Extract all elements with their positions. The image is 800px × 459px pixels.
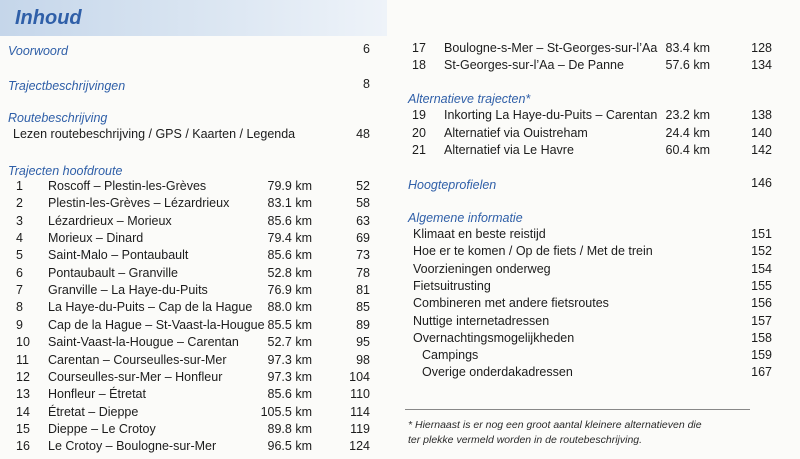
page-number: 85 — [356, 300, 370, 315]
page-number: 114 — [350, 404, 370, 419]
page-number: 155 — [751, 278, 772, 293]
page-number: 151 — [751, 227, 772, 241]
page-number: 146 — [751, 176, 772, 190]
route-number: 10 — [16, 335, 30, 350]
info-item[interactable]: Combineren met andere fietsroutes — [413, 296, 609, 311]
route-distance: 60.4 km — [665, 143, 710, 157]
route-distance: 85.5 km — [267, 317, 312, 332]
route-name[interactable]: Cap de la Hague – St-Vaast-la-Hougue — [48, 317, 265, 332]
route-number: 17 — [412, 41, 426, 55]
route-distance: 83.4 km — [665, 41, 710, 55]
route-distance: 88.0 km — [267, 300, 312, 315]
route-name[interactable]: Alternatief via Ouistreham — [444, 125, 588, 140]
route-number: 9 — [16, 317, 23, 332]
route-number: 1 — [16, 179, 23, 193]
page-number: 89 — [356, 317, 370, 332]
page-number: 6 — [363, 42, 370, 56]
route-number: 12 — [16, 369, 30, 384]
page-number: 152 — [751, 244, 772, 259]
toc-entry[interactable]: Lezen routebeschrijving / GPS / Kaarten / Legenda — [13, 127, 296, 141]
route-number: 11 — [16, 352, 29, 367]
toc-trajectbeschrijvingen[interactable]: Trajectbeschrijvingen — [8, 79, 126, 93]
toc-hoofdroute-heading: Trajecten hoofdroute — [8, 164, 123, 178]
route-distance: 85.6 km — [267, 387, 312, 402]
info-subitem[interactable]: Overige onderdakadressen — [422, 365, 573, 380]
page-number: 8 — [363, 77, 370, 91]
route-number: 7 — [16, 283, 23, 298]
page-number: 159 — [751, 348, 772, 363]
info-item[interactable]: Nuttige internetadressen — [413, 313, 550, 328]
route-name[interactable]: Le Crotoy – Boulogne-sur-Mer — [48, 439, 217, 454]
page-number: 142 — [751, 143, 772, 157]
toc-hoogteprofielen[interactable]: Hoogteprofielen — [408, 178, 497, 192]
route-number: 19 — [412, 108, 426, 122]
page-number: 138 — [751, 108, 772, 122]
route-name[interactable]: Plestin-les-Grèves – Lézardrieux — [48, 196, 230, 211]
route-distance: 85.6 km — [267, 248, 312, 263]
page-number: 154 — [751, 261, 772, 276]
page-number: 157 — [751, 313, 772, 328]
info-subitem[interactable]: Campings — [422, 348, 479, 363]
route-distance: 97.3 km — [267, 369, 312, 384]
route-distance: 83.1 km — [267, 196, 312, 211]
route-name[interactable]: Morieux – Dinard — [48, 231, 144, 246]
route-number: 20 — [412, 125, 426, 140]
page-number: 52 — [356, 179, 370, 193]
page-number: 69 — [356, 231, 370, 246]
page-number: 78 — [356, 265, 370, 280]
page-number: 158 — [751, 330, 772, 345]
route-distance: 52.8 km — [267, 265, 312, 280]
info-item[interactable]: Overnachtingsmogelijkheden — [413, 330, 575, 345]
route-name[interactable]: Boulogne-s-Mer – St-Georges-sur-l’Aa — [444, 41, 658, 55]
page-number: 58 — [356, 196, 370, 211]
route-distance: 24.4 km — [665, 125, 710, 140]
toc-voorwoord[interactable]: Voorwoord — [8, 44, 68, 58]
page-number: 156 — [751, 296, 772, 311]
route-number: 4 — [16, 231, 23, 246]
route-name[interactable]: Honfleur – Étretat — [48, 387, 146, 402]
page-number: 63 — [356, 213, 370, 228]
route-number: 15 — [16, 421, 30, 436]
footnote-divider — [405, 409, 750, 410]
route-number: 16 — [16, 439, 30, 454]
page-number: 95 — [356, 335, 370, 350]
route-number: 3 — [16, 213, 23, 228]
page-number: 110 — [350, 387, 370, 402]
route-name[interactable]: Pontaubault – Granville — [48, 265, 178, 280]
page-number: 73 — [356, 248, 370, 263]
page-number: 134 — [751, 58, 772, 72]
route-number: 18 — [412, 58, 426, 72]
info-item[interactable]: Hoe er te komen / Op de fiets / Met de trein — [413, 244, 653, 259]
route-distance: 57.6 km — [665, 58, 710, 72]
route-number: 5 — [16, 248, 23, 263]
route-name[interactable]: Lézardrieux – Morieux — [48, 213, 172, 228]
route-number: 13 — [16, 387, 30, 402]
route-distance: 79.9 km — [267, 179, 312, 193]
page-number: 48 — [356, 127, 370, 141]
route-name[interactable]: Saint-Malo – Pontaubault — [48, 248, 189, 263]
page-number: 98 — [356, 352, 370, 367]
route-distance: 96.5 km — [267, 439, 312, 454]
route-distance: 85.6 km — [267, 213, 312, 228]
route-distance: 76.9 km — [267, 283, 312, 298]
route-name[interactable]: Saint-Vaast-la-Hougue – Carentan — [48, 335, 239, 350]
page-number: 124 — [349, 439, 370, 454]
route-name[interactable]: St-Georges-sur-l’Aa – De Panne — [444, 58, 624, 72]
route-distance: 97.3 km — [267, 352, 312, 367]
info-item[interactable]: Fietsuitrusting — [413, 278, 491, 293]
footnote-line-1: * Hiernaast is er nog een groot aantal kleinere alternatieven die — [408, 419, 702, 431]
page-number: 81 — [356, 283, 370, 298]
route-distance: 105.5 km — [260, 404, 312, 419]
page-number: 128 — [751, 41, 772, 55]
route-name[interactable]: Inkorting La Haye-du-Puits – Carentan — [444, 108, 658, 122]
toc-alt-heading: Alternatieve trajecten* — [408, 92, 531, 106]
page-number: 167 — [751, 365, 772, 380]
route-distance: 79.4 km — [267, 231, 312, 246]
route-name[interactable]: Carentan – Courseulles-sur-Mer — [48, 352, 227, 367]
toc-routebeschrijving[interactable]: Routebeschrijving — [8, 111, 108, 125]
route-number: 8 — [16, 300, 23, 315]
route-name[interactable]: Étretat – Dieppe — [48, 404, 139, 419]
route-name[interactable]: Roscoff – Plestin-les-Grèves — [48, 179, 207, 193]
page-number: 119 — [350, 421, 370, 436]
route-name[interactable]: Courseulles-sur-Mer – Honfleur — [48, 369, 223, 384]
route-number: 2 — [16, 196, 23, 211]
page-title: Inhoud — [15, 7, 82, 29]
route-name[interactable]: La Haye-du-Puits – Cap de la Hague — [48, 300, 253, 315]
route-distance: 23.2 km — [665, 108, 710, 122]
info-item[interactable]: Klimaat en beste reistijd — [413, 227, 546, 241]
route-distance: 89.8 km — [267, 421, 312, 436]
route-number: 6 — [16, 265, 23, 280]
info-item[interactable]: Voorzieningen onderweg — [413, 261, 551, 276]
title-bar — [0, 0, 387, 36]
route-name[interactable]: Alternatief via Le Havre — [444, 143, 574, 157]
toc-info-heading: Algemene informatie — [408, 211, 523, 225]
page-number: 104 — [349, 369, 370, 384]
route-number: 21 — [412, 143, 426, 157]
route-name[interactable]: Granville – La Haye-du-Puits — [48, 283, 208, 298]
route-number: 14 — [16, 404, 30, 419]
page-number: 140 — [751, 125, 772, 140]
footnote-line-2: ter plekke vermeld worden in de routebeschrijving. — [408, 434, 643, 446]
route-name[interactable]: Dieppe – Le Crotoy — [48, 421, 156, 436]
route-distance: 52.7 km — [267, 335, 312, 350]
